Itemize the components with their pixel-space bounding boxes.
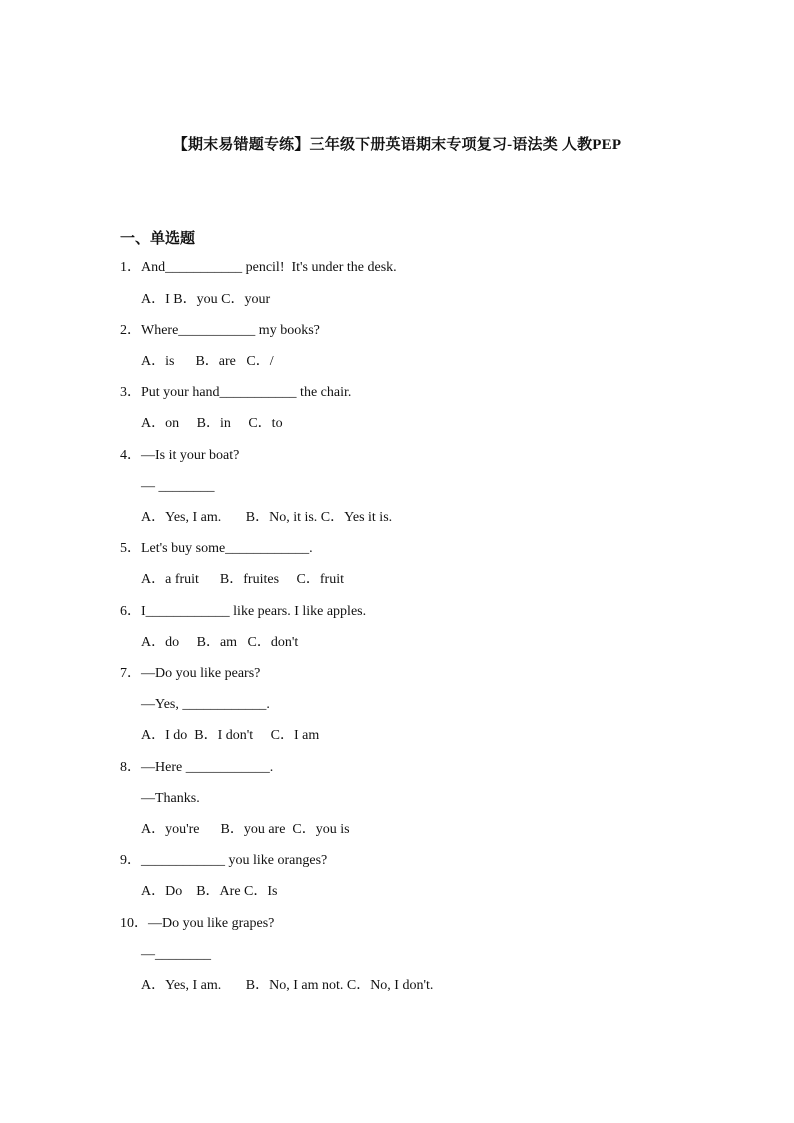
answer-line-4: — ________ bbox=[141, 479, 215, 494]
question-6: 6．I____________ like pears. I like apples. bbox=[120, 604, 367, 619]
question-1: 1．And___________ pencil! It's under the desk. bbox=[120, 260, 397, 275]
question-5: 5．Let's buy some____________. bbox=[120, 541, 313, 556]
question-8: 8．—Here ____________. bbox=[120, 760, 274, 775]
question-7: 7．—Do you like pears? bbox=[120, 666, 261, 681]
options-8: A．you're B．you are C．you is bbox=[141, 822, 350, 837]
options-9: A．Do B．Are C．Is bbox=[141, 884, 278, 899]
answer-line-7: —Yes, ____________. bbox=[141, 697, 270, 712]
page-title: 【期末易错题专练】三年级下册英语期末专项复习-语法类 人教PEP bbox=[172, 137, 622, 153]
question-2: 2．Where___________ my books? bbox=[120, 323, 320, 338]
question-10: 10．—Do you like grapes? bbox=[120, 916, 275, 931]
options-7: A．I do B．I don't C．I am bbox=[141, 728, 320, 743]
options-10: A．Yes, I am. B．No, I am not. C．No, I don't. bbox=[141, 978, 434, 993]
options-2: A．is B．are C．/ bbox=[141, 354, 274, 369]
options-1: A．I B．you C．your bbox=[141, 292, 271, 307]
answer-line-10: —________ bbox=[141, 947, 211, 962]
question-9: 9．____________ you like oranges? bbox=[120, 853, 328, 868]
question-3: 3．Put your hand___________ the chair. bbox=[120, 385, 352, 400]
options-4: A．Yes, I am. B．No, it is. C．Yes it is. bbox=[141, 510, 393, 525]
question-4: 4．—Is it your boat? bbox=[120, 448, 240, 463]
options-5: A．a fruit B．fruites C．fruit bbox=[141, 572, 344, 587]
options-3: A．on B．in C．to bbox=[141, 416, 283, 431]
options-6: A．do B．am C．don't bbox=[141, 635, 299, 650]
answer-line-8: —Thanks. bbox=[141, 791, 200, 806]
section-heading: 一、单选题 bbox=[120, 231, 196, 247]
